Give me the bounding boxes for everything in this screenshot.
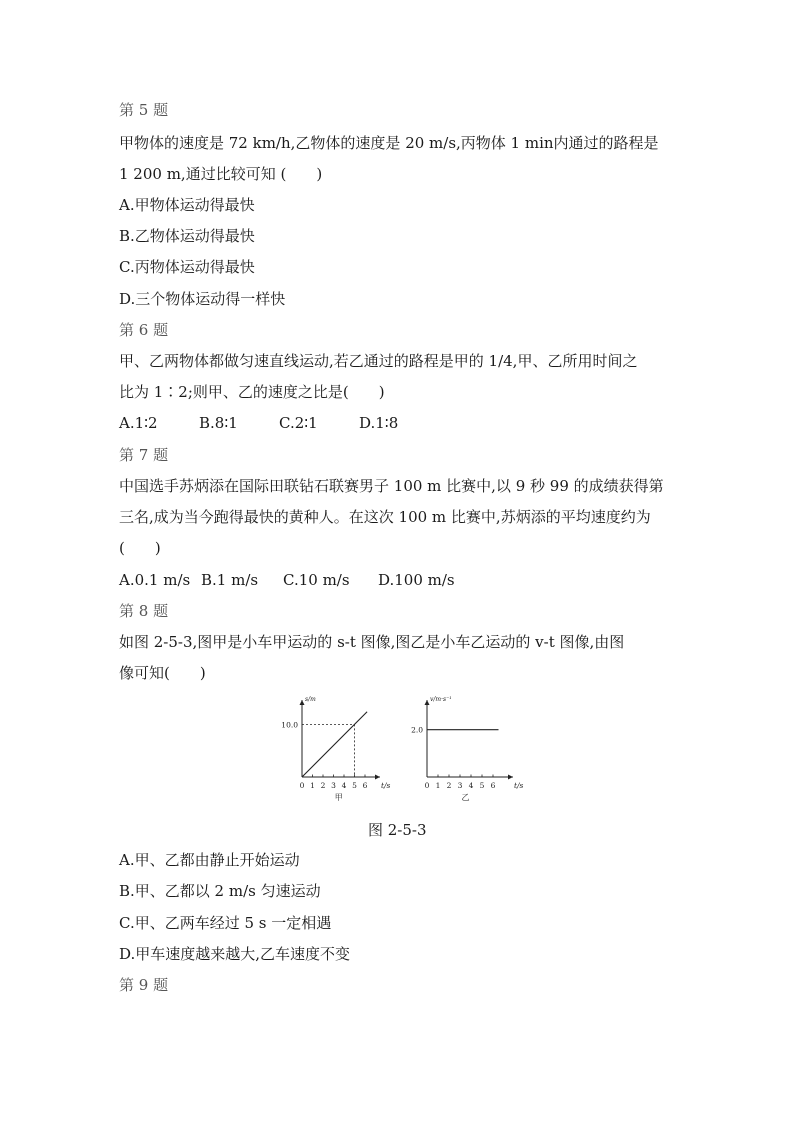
figure-caption: 图 2-5-3	[368, 821, 427, 839]
q5-option-b: B.乙物体运动得最快	[119, 227, 255, 245]
q8-stem-line2: 像可知( )	[119, 664, 206, 682]
jia-x-tick-label: 1	[310, 781, 315, 790]
q5-stem-line2: 1 200 m,通过比较可知 ( )	[119, 165, 323, 183]
yi-y-tick-label: 2.0	[411, 725, 423, 735]
yi-x-arrow	[508, 775, 513, 780]
yi-title: 乙	[461, 793, 470, 802]
q7-option-b: B.1 m/s	[201, 571, 259, 589]
chart-jia	[281, 696, 390, 802]
q6-heading: 第 6 题	[119, 321, 169, 339]
q6-option-d: D.1∶8	[359, 414, 399, 432]
jia-x-tick-label: 2	[320, 781, 326, 790]
yi-x-tick-label: 4	[468, 781, 474, 790]
q5-option-a: A.甲物体运动得最快	[119, 196, 255, 214]
jia-series-line	[302, 712, 367, 777]
yi-y-label: v/m·s⁻¹	[430, 696, 452, 703]
q8-heading: 第 8 题	[119, 602, 169, 620]
q6-option-a: A.1∶2	[119, 414, 158, 432]
yi-x-label: t/s	[514, 781, 524, 790]
yi-x-tick-label: 0	[424, 781, 430, 790]
chart-yi	[411, 696, 523, 802]
yi-x-tick-label: 2	[446, 781, 452, 790]
jia-y-tick-label: 10.0	[281, 720, 298, 730]
q8-option-c: C.甲、乙两车经过 5 s 一定相遇	[119, 914, 332, 932]
jia-title: 甲	[334, 793, 343, 802]
q9-heading: 第 9 题	[119, 976, 169, 994]
jia-x-tick-label: 0	[299, 781, 305, 790]
q6-option-c: C.2∶1	[279, 414, 318, 432]
yi-x-tick-label: 3	[457, 781, 463, 790]
q8-option-d: D.甲车速度越来越大,乙车速度不变	[119, 945, 351, 963]
jia-x-tick-label: 3	[331, 781, 336, 790]
jia-y-arrow	[300, 700, 305, 705]
q7-heading: 第 7 题	[119, 446, 169, 464]
q7-option-d: D.100 m/s	[378, 571, 455, 589]
q7-options	[119, 570, 455, 590]
jia-x-label: t/s	[381, 781, 391, 790]
jia-x-tick-label: 4	[341, 781, 347, 790]
q7-option-a: A.0.1 m/s	[119, 571, 191, 589]
jia-y-label: s/m	[305, 696, 316, 703]
q8-option-b: B.甲、乙都以 2 m/s 匀速运动	[119, 882, 321, 900]
q6-stem-line2: 比为 1∶2;则甲、乙的速度之比是( )	[119, 383, 385, 401]
q7-stem-line3: ( )	[119, 539, 161, 557]
jia-x-arrow	[375, 775, 380, 780]
q7-stem-line1: 中国选手苏炳添在国际田联钻石联赛男子 100 m 比赛中,以 9 秒 99 的成绩获得第	[119, 477, 664, 495]
q5-option-d: D.三个物体运动得一样快	[119, 290, 286, 308]
q5-stem-line1: 甲物体的速度是 72 km/h,乙物体的速度是 20 m/s,丙物体 1 min内通过的路程是	[119, 134, 659, 152]
figure-2-5-3	[270, 690, 524, 815]
yi-y-arrow	[425, 700, 430, 705]
q8-stem-line1: 如图 2-5-3,图甲是小车甲运动的 s-t 图像,图乙是小车乙运动的 v-t 图像,由图	[119, 633, 625, 651]
q6-option-b: B.8∶1	[199, 414, 238, 432]
jia-x-tick-label: 5	[352, 781, 357, 790]
q7-option-c: C.10 m/s	[283, 571, 350, 589]
yi-x-tick-label: 5	[479, 781, 485, 790]
q8-option-a: A.甲、乙都由静止开始运动	[119, 851, 300, 869]
yi-x-tick-label: 6	[490, 781, 496, 790]
q5-option-c: C.丙物体运动得最快	[119, 258, 255, 276]
jia-x-tick-label: 6	[362, 781, 368, 790]
q7-stem-line2: 三名,成为当今跑得最快的黄种人。在这次 100 m 比赛中,苏炳添的平均速度约为	[119, 508, 651, 526]
q6-options	[119, 413, 398, 433]
yi-x-tick-label: 1	[435, 781, 441, 790]
q5-heading: 第 5 题	[119, 101, 169, 119]
q6-stem-line1: 甲、乙两物体都做匀速直线运动,若乙通过的路程是甲的 1/4,甲、乙所用时间之	[119, 352, 638, 370]
